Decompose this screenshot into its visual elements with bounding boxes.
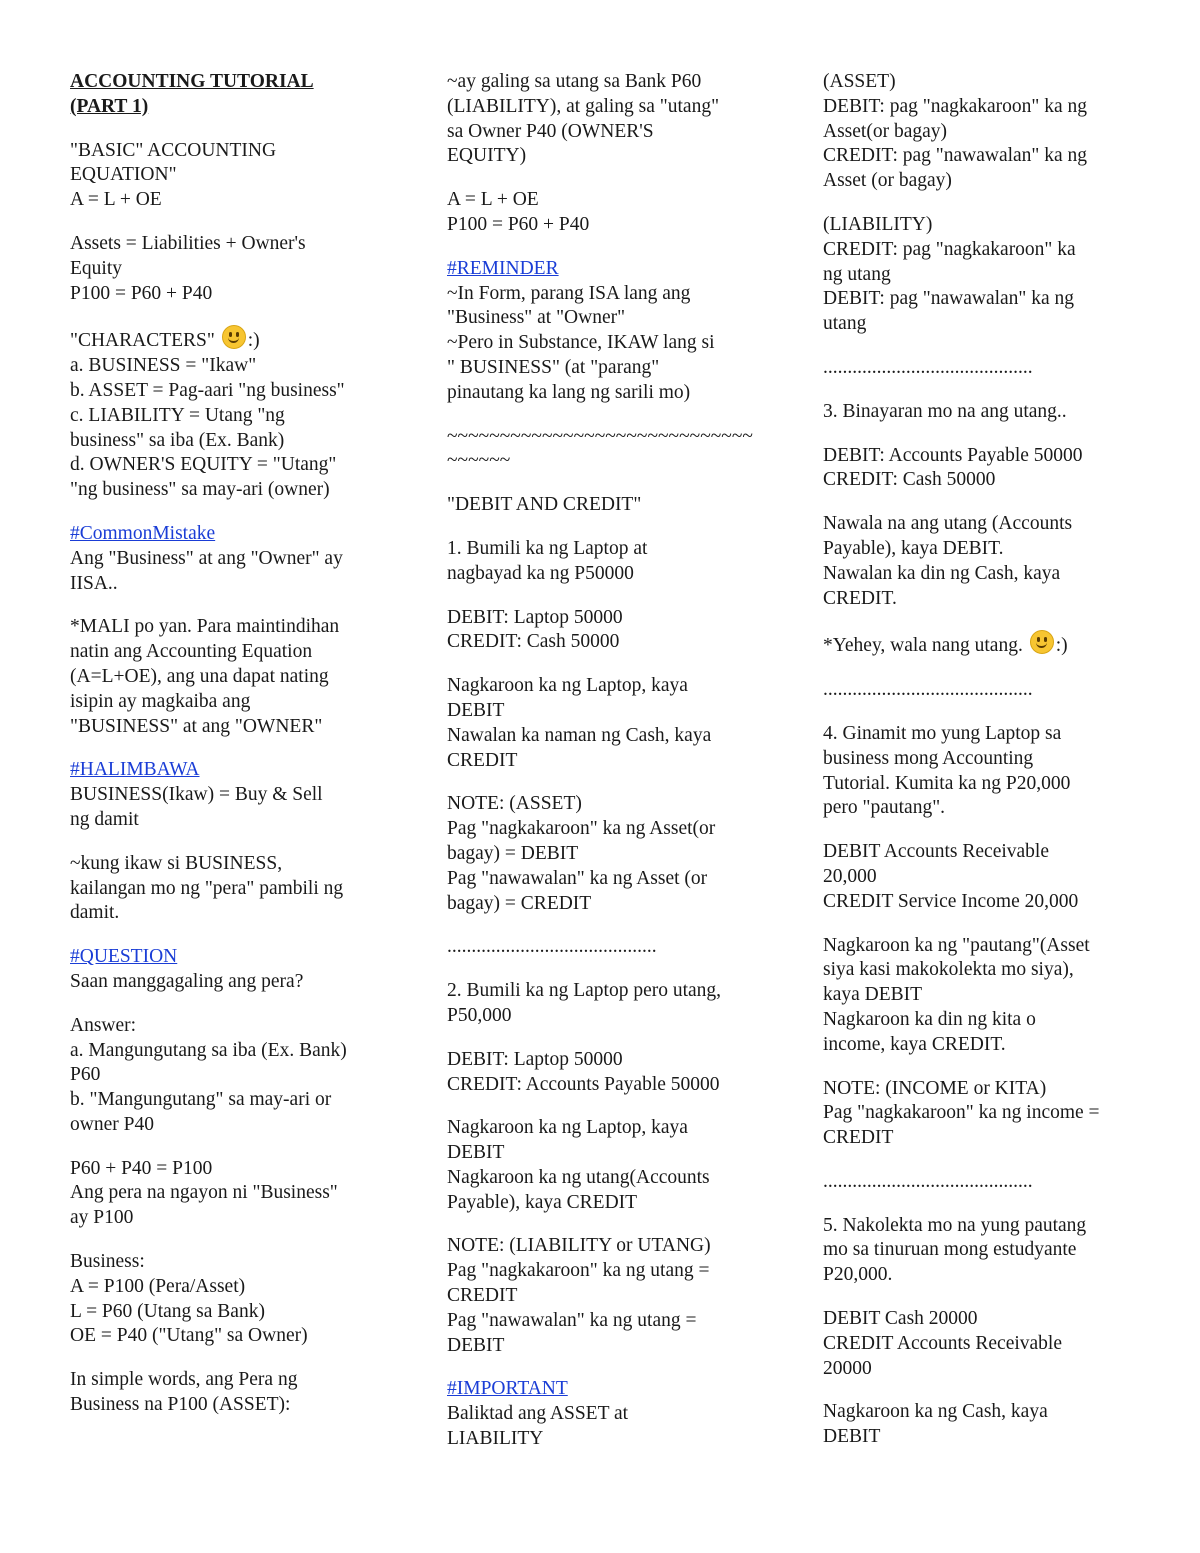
paragraph bbox=[823, 934, 1153, 1058]
paragraph bbox=[70, 758, 400, 832]
text-line: CREDIT: Cash 50000 bbox=[447, 631, 620, 653]
paragraph bbox=[447, 792, 777, 916]
text-line: Answer: bbox=[70, 1014, 137, 1036]
text-line: utang bbox=[823, 313, 867, 335]
hashtag-link[interactable]: #HALIMBAWA bbox=[70, 759, 200, 781]
paragraph bbox=[447, 606, 777, 656]
text-line: P60 + P40 = P100 bbox=[70, 1157, 213, 1179]
text-run: *Yehey, wala nang utang. bbox=[823, 635, 1028, 657]
text-line: ~ay galing sa utang sa Bank P60 bbox=[447, 71, 702, 92]
text-line: CREDIT: Cash 50000 bbox=[823, 469, 996, 491]
text-line: Ang pera na ngayon ni "Business" bbox=[70, 1182, 338, 1204]
paragraph bbox=[823, 512, 1153, 611]
text-line: mo sa tinuruan mong estudyante bbox=[823, 1239, 1077, 1261]
paragraph bbox=[447, 257, 777, 406]
text-line: kailangan mo ng "pera" pambili ng bbox=[70, 877, 344, 899]
text-line: Equity bbox=[70, 257, 122, 279]
text-line: sa Owner P40 (OWNER'S bbox=[447, 120, 654, 142]
text-line: (LIABILITY), at galing sa "utang" bbox=[447, 95, 720, 117]
text-line: c. LIABILITY = Utang "ng bbox=[70, 404, 285, 426]
text-line: ~~~~~~~~~~~~~~~~~~~~~~~~~~~~~ bbox=[447, 425, 753, 447]
text-line: L = P60 (Utang sa Bank) bbox=[70, 1300, 265, 1322]
paragraph bbox=[823, 70, 1153, 194]
text-line: natin ang Accounting Equation bbox=[70, 641, 313, 663]
text-line: business" sa iba (Ex. Bank) bbox=[70, 429, 285, 451]
text-line: 20,000 bbox=[823, 865, 877, 887]
text-line: b. "Mangungutang" sa may-ari or bbox=[70, 1089, 332, 1111]
paragraph bbox=[447, 979, 777, 1029]
paragraph bbox=[823, 678, 1153, 703]
paragraph bbox=[447, 935, 777, 960]
paragraph bbox=[823, 1214, 1153, 1288]
text-line: Payable), kaya CREDIT bbox=[447, 1191, 638, 1213]
text-line: Ang "Business" at ang "Owner" ay bbox=[70, 547, 343, 569]
text-line: "DEBIT AND CREDIT" bbox=[447, 494, 642, 516]
text-line: Nagkaroon ka ng utang(Accounts bbox=[447, 1166, 710, 1188]
text-line: NOTE: (ASSET) bbox=[447, 793, 582, 815]
paragraph bbox=[823, 213, 1153, 337]
text-line: isipin ay magkaiba ang bbox=[70, 690, 251, 712]
text-line: Nagkaroon ka din ng kita o bbox=[823, 1008, 1036, 1030]
paragraph bbox=[447, 425, 777, 475]
text-line: EQUITY) bbox=[447, 145, 527, 167]
text-line: In simple words, ang Pera ng bbox=[70, 1369, 298, 1391]
text-line: (ASSET) bbox=[823, 71, 896, 92]
text-line: Pag "nagkakaroon" ka ng utang = bbox=[447, 1260, 710, 1282]
text-line: nagbayad ka ng P50000 bbox=[447, 562, 634, 584]
text-line: Pag "nawawalan" ka ng utang = bbox=[447, 1309, 697, 1331]
text-line: DEBIT Cash 20000 bbox=[823, 1308, 978, 1330]
text-line bbox=[823, 630, 1153, 659]
text-line: ~In Form, parang ISA lang ang bbox=[447, 282, 691, 304]
text-line: DEBIT: Laptop 50000 bbox=[447, 1048, 623, 1070]
text-line: Nagkaroon ka ng Cash, kaya bbox=[823, 1401, 1048, 1423]
text-line: Nawalan ka din ng Cash, kaya bbox=[823, 562, 1061, 584]
text-line: a. Mangungutang sa iba (Ex. Bank) bbox=[70, 1039, 347, 1061]
paragraph bbox=[447, 493, 777, 518]
text-line: Saan manggagaling ang pera? bbox=[70, 970, 304, 992]
smiley-emoji-icon bbox=[222, 325, 246, 349]
hashtag-link[interactable]: #IMPORTANT bbox=[447, 1378, 568, 1400]
text-line: ........................................... bbox=[447, 936, 657, 958]
text-line: NOTE: (INCOME or KITA) bbox=[823, 1077, 1047, 1099]
text-line: kaya DEBIT bbox=[823, 984, 923, 1006]
hashtag-link[interactable]: #CommonMistake bbox=[70, 522, 216, 544]
text-line: Nawalan ka naman ng Cash, kaya bbox=[447, 724, 712, 746]
text-line: ........................................... bbox=[823, 1170, 1033, 1192]
paragraph bbox=[70, 139, 400, 213]
paragraph bbox=[447, 1377, 777, 1451]
text-line: damit. bbox=[70, 902, 120, 924]
text-line: Pag "nawawalan" ka ng Asset (or bbox=[447, 867, 708, 889]
text-line: pinautang ka lang ng sarili mo) bbox=[447, 381, 691, 403]
paragraph bbox=[447, 70, 777, 169]
text-line: a. BUSINESS = "Ikaw" bbox=[70, 355, 257, 377]
text-line: DEBIT: pag "nagkakaroon" ka ng bbox=[823, 95, 1088, 117]
text-line: 4. Ginamit mo yung Laptop sa bbox=[823, 722, 1062, 744]
text-line: 2. Bumili ka ng Laptop pero utang, bbox=[447, 980, 722, 1002]
text-line: Pag "nagkakaroon" ka ng Asset(or bbox=[447, 818, 716, 840]
text-line: d. OWNER'S EQUITY = "Utang" bbox=[70, 454, 337, 476]
text-line: (LIABILITY) bbox=[823, 213, 933, 235]
text-line: DEBIT: Laptop 50000 bbox=[447, 606, 623, 628]
text-line: bagay) = DEBIT bbox=[447, 842, 579, 864]
text-line: Nagkaroon ka ng "pautang"(Asset bbox=[823, 934, 1090, 956]
text-line: ACCOUNTING TUTORIAL bbox=[70, 71, 314, 92]
text-line: Payable), kaya DEBIT. bbox=[823, 537, 1004, 559]
text-line: A = P100 (Pera/Asset) bbox=[70, 1275, 246, 1297]
text-line: CREDIT Accounts Receivable bbox=[823, 1332, 1062, 1354]
text-run: :) bbox=[1055, 635, 1068, 657]
text-line: DEBIT bbox=[447, 699, 505, 721]
paragraph bbox=[70, 852, 400, 926]
text-line: Nawala na ang utang (Accounts bbox=[823, 513, 1073, 535]
paragraph bbox=[823, 840, 1153, 914]
text-line: A = L + OE bbox=[70, 189, 162, 211]
text-line: ........................................... bbox=[823, 679, 1033, 701]
text-line: DEBIT bbox=[447, 1142, 505, 1164]
paragraph bbox=[70, 1250, 400, 1349]
text-line: P100 = P60 + P40 bbox=[447, 213, 590, 235]
text-line: " BUSINESS" (at "parang" bbox=[447, 356, 660, 378]
text-line: A = L + OE bbox=[447, 189, 539, 211]
text-line: CREDIT bbox=[447, 749, 518, 771]
paragraph bbox=[447, 1048, 777, 1098]
smiley-emoji-icon bbox=[1030, 630, 1054, 654]
text-line: Baliktad ang ASSET at bbox=[447, 1403, 629, 1425]
paragraph bbox=[70, 232, 400, 306]
paragraph bbox=[823, 1400, 1153, 1450]
text-line: ~~~~~~ bbox=[447, 450, 511, 472]
text-line: Pag "nagkakaroon" ka ng income = bbox=[823, 1102, 1100, 1124]
paragraph bbox=[70, 325, 400, 503]
text-line: business mong Accounting bbox=[823, 747, 1034, 769]
text-line: (A=L+OE), ang una dapat nating bbox=[70, 665, 329, 687]
text-line: CREDIT: pag "nawawalan" ka ng bbox=[823, 145, 1088, 167]
text-line: Business na P100 (ASSET): bbox=[70, 1394, 291, 1416]
paragraph bbox=[823, 400, 1153, 425]
text-line: OE = P40 ("Utang" sa Owner) bbox=[70, 1325, 308, 1347]
text-line: P100 = P60 + P40 bbox=[70, 282, 213, 304]
text-line: Nagkaroon ka ng Laptop, kaya bbox=[447, 675, 688, 697]
text-line: ng utang bbox=[823, 263, 891, 285]
text-line: 20000 bbox=[823, 1357, 872, 1379]
text-line: Asset (or bagay) bbox=[823, 170, 952, 192]
page-title bbox=[70, 70, 400, 120]
text-line: b. ASSET = Pag-aari "ng business" bbox=[70, 379, 345, 401]
text-line: 5. Nakolekta mo na yung pautang bbox=[823, 1214, 1087, 1236]
text-line: Asset(or bagay) bbox=[823, 120, 947, 142]
text-line: ~Pero in Substance, IKAW lang si bbox=[447, 332, 715, 354]
text-line: siya kasi makokolekta mo siya), bbox=[823, 959, 1074, 981]
paragraph bbox=[70, 522, 400, 596]
text-line: P50,000 bbox=[447, 1004, 512, 1026]
paragraph bbox=[823, 444, 1153, 494]
text-line: "BUSINESS" at ang "OWNER" bbox=[70, 715, 323, 737]
paragraph bbox=[70, 615, 400, 739]
text-line: Tutorial. Kumita ka ng P20,000 bbox=[823, 772, 1071, 794]
text-line: owner P40 bbox=[70, 1113, 154, 1135]
text-line: ng damit bbox=[70, 808, 139, 830]
text-line bbox=[70, 325, 400, 354]
text-line: "Business" at "Owner" bbox=[447, 307, 626, 329]
paragraph bbox=[823, 1077, 1153, 1151]
text-line: DEBIT: Accounts Payable 50000 bbox=[823, 444, 1083, 466]
text-line: (PART 1) bbox=[70, 95, 149, 117]
paragraph bbox=[70, 1014, 400, 1138]
text-run: :) bbox=[247, 330, 260, 352]
text-line: bagay) = CREDIT bbox=[447, 892, 592, 914]
paragraph bbox=[447, 674, 777, 773]
text-line: EQUATION" bbox=[70, 164, 177, 186]
text-line: NOTE: (LIABILITY or UTANG) bbox=[447, 1235, 711, 1257]
text-run: "CHARACTERS" bbox=[70, 330, 220, 352]
text-line: CREDIT: pag "nagkakaroon" ka bbox=[823, 238, 1076, 260]
text-line: income, kaya CREDIT. bbox=[823, 1033, 1006, 1055]
text-line: Business: bbox=[70, 1251, 145, 1273]
text-line: CREDIT Service Income 20,000 bbox=[823, 890, 1079, 912]
text-line: 3. Binayaran mo na ang utang.. bbox=[823, 400, 1067, 422]
text-line: 1. Bumili ka ng Laptop at bbox=[447, 537, 648, 559]
paragraph bbox=[447, 1116, 777, 1215]
text-line: BUSINESS(Ikaw) = Buy & Sell bbox=[70, 784, 323, 806]
text-line: DEBIT: pag "nawawalan" ka ng bbox=[823, 288, 1075, 310]
text-line: CREDIT. bbox=[823, 587, 897, 609]
text-line: *MALI po yan. Para maintindihan bbox=[70, 616, 340, 638]
text-line: DEBIT Accounts Receivable bbox=[823, 841, 1049, 863]
paragraph bbox=[823, 630, 1153, 659]
column-2 bbox=[447, 70, 777, 1471]
text-line: ay P100 bbox=[70, 1207, 134, 1229]
hashtag-link[interactable]: #REMINDER bbox=[447, 257, 559, 279]
text-line: Assets = Liabilities + Owner's bbox=[70, 232, 306, 254]
text-line: P20,000. bbox=[823, 1264, 893, 1286]
column-1 bbox=[70, 70, 400, 1437]
hashtag-link[interactable]: #QUESTION bbox=[70, 946, 178, 968]
text-line: CREDIT bbox=[823, 1127, 894, 1149]
text-line: ........................................... bbox=[823, 356, 1033, 378]
text-line: DEBIT bbox=[823, 1426, 881, 1448]
paragraph bbox=[70, 1157, 400, 1231]
paragraph bbox=[823, 356, 1153, 381]
text-line: "ng business" sa may-ari (owner) bbox=[70, 479, 330, 501]
paragraph bbox=[823, 722, 1153, 821]
text-line: P60 bbox=[70, 1064, 101, 1086]
paragraph bbox=[70, 1368, 400, 1418]
text-line: DEBIT bbox=[447, 1334, 505, 1356]
text-line: "BASIC" ACCOUNTING bbox=[70, 139, 277, 161]
text-line: ~kung ikaw si BUSINESS, bbox=[70, 852, 283, 874]
text-line: Nagkaroon ka ng Laptop, kaya bbox=[447, 1117, 688, 1139]
paragraph bbox=[447, 537, 777, 587]
column-3 bbox=[823, 70, 1153, 1469]
paragraph bbox=[70, 945, 400, 995]
paragraph bbox=[823, 1170, 1153, 1195]
paragraph bbox=[447, 188, 777, 238]
text-line: CREDIT bbox=[447, 1285, 518, 1307]
text-line: IISA.. bbox=[70, 572, 118, 594]
text-line: pero "pautang". bbox=[823, 797, 946, 819]
paragraph bbox=[447, 1234, 777, 1358]
text-line: LIABILITY bbox=[447, 1428, 544, 1450]
text-line: CREDIT: Accounts Payable 50000 bbox=[447, 1073, 720, 1095]
paragraph bbox=[823, 1307, 1153, 1381]
